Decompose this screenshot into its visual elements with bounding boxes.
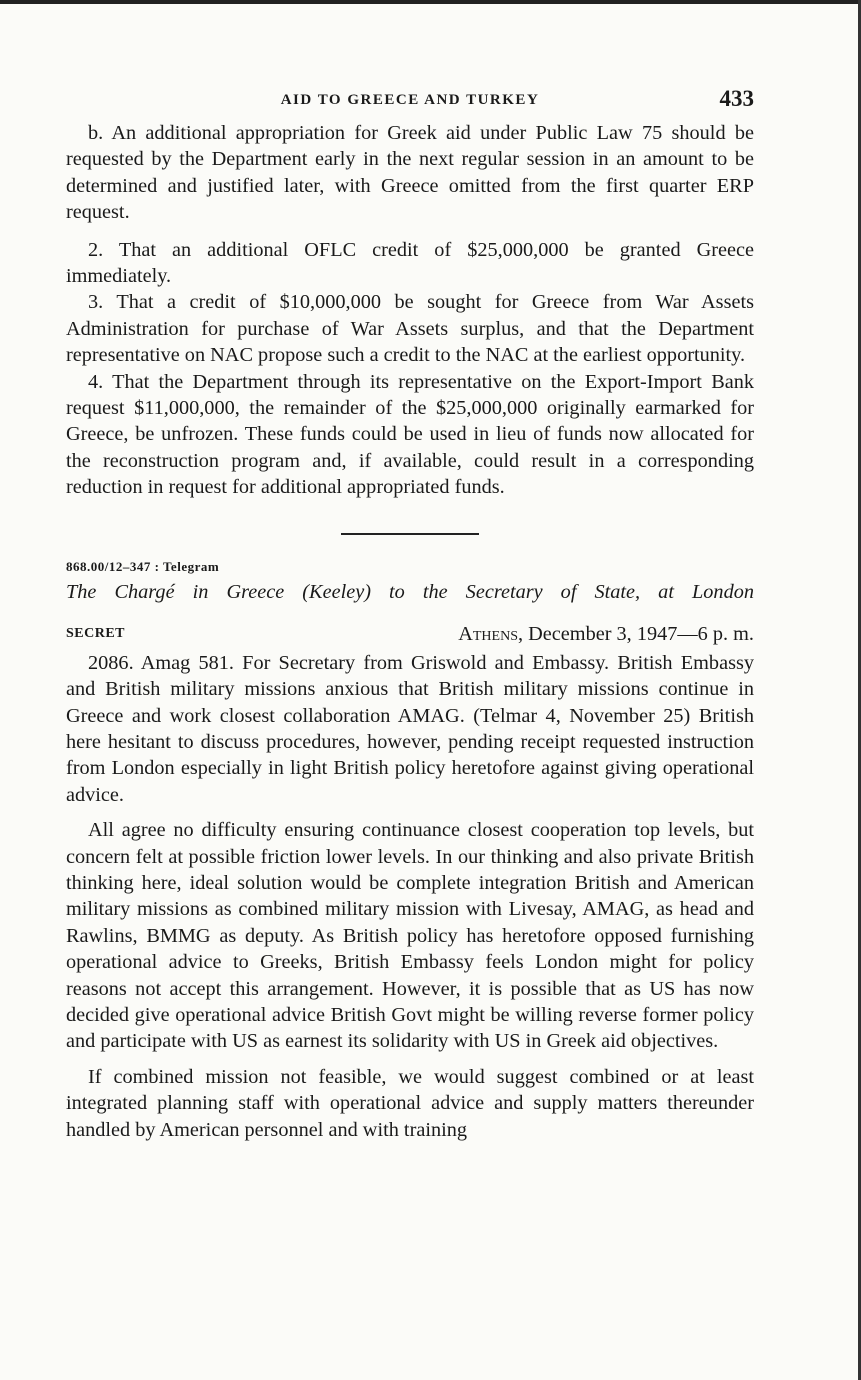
running-title: AID TO GREECE AND TURKEY	[280, 92, 540, 108]
file-reference: 868.00/12–347 : Telegram	[66, 558, 220, 574]
section-divider	[341, 533, 479, 535]
place-date	[458, 623, 754, 646]
paragraph-3: 3. That a credit of $10,000,000 be sought for Greece from War Assets Administration for purchase of War Assets surplus, and that the Department representative on NAC propose such a credit to the NAC at the earliest opportunity.	[66, 291, 754, 367]
paragraph-b: b. An additional appropriation for Greek aid under Public Law 75 should be requested by the Department early in the next regular session in an amount to be determined and justified later, with Greece omitted from the first quarter ERP request.	[66, 122, 754, 224]
page-number: 433	[719, 86, 754, 111]
date-text: , December 3, 1947—6 p. m.	[518, 622, 754, 645]
telegram-paragraph-2: All agree no difficulty ensuring continuance closest cooperation top levels, but concern felt at possible friction lower levels. In our thinking and also private British thinking here, ideal solution would be complete integration British and American military missions as combined military mission with Livesay, AMAG, as head and Rawlins, BMMG as deputy. As British policy has heretofore opposed furnishing operational advice to Greeks, British Embassy feels London might for policy reasons not accept this arrangement. However, it is possible that as US has now decided give operational advice British Govt might be willing reverse former policy and participate with US as earnest its solidarity with US in Greek aid objectives.	[66, 819, 754, 1053]
telegram-paragraph-3: If combined mission not feasible, we would suggest combined or at least integrated planning staff with operational advice and supply matters thereunder handled by American personnel and with training	[66, 1065, 754, 1141]
top-edge-rule	[0, 0, 861, 4]
dateline	[66, 623, 754, 650]
document-title: The Chargé in Greece (Keeley) to the Secretary of State, at London	[66, 580, 754, 603]
running-head	[66, 86, 754, 120]
document-page	[66, 86, 754, 1143]
paragraph-4: 4. That the Department through its representative on the Export-Import Bank request $11,000,000, the remainder of the $25,000,000 originally earmarked for Greece, be unfrozen. These funds could be used in lieu of funds now allocated for the reconstruction program and, if available, could result in a corresponding reduction in request for additional appropriated funds.	[66, 370, 754, 499]
paragraph-2: 2. That an additional OFLC credit of $25,000,000 be granted Greece immediately.	[66, 238, 754, 288]
place-name: Athens	[458, 622, 518, 645]
telegram-paragraph-1: 2086. Amag 581. For Secretary from Griswold and Embassy. British Embassy and British military missions anxious that British military missions continue in Greece and work closest collaboration AMAG. (Telmar 4, November 25) British here hesitant to discuss procedures, however, pending receipt requested instruction from London especially in light British policy heretofore against giving operational advice.	[66, 651, 754, 806]
classification-label: SECRET	[66, 625, 126, 641]
